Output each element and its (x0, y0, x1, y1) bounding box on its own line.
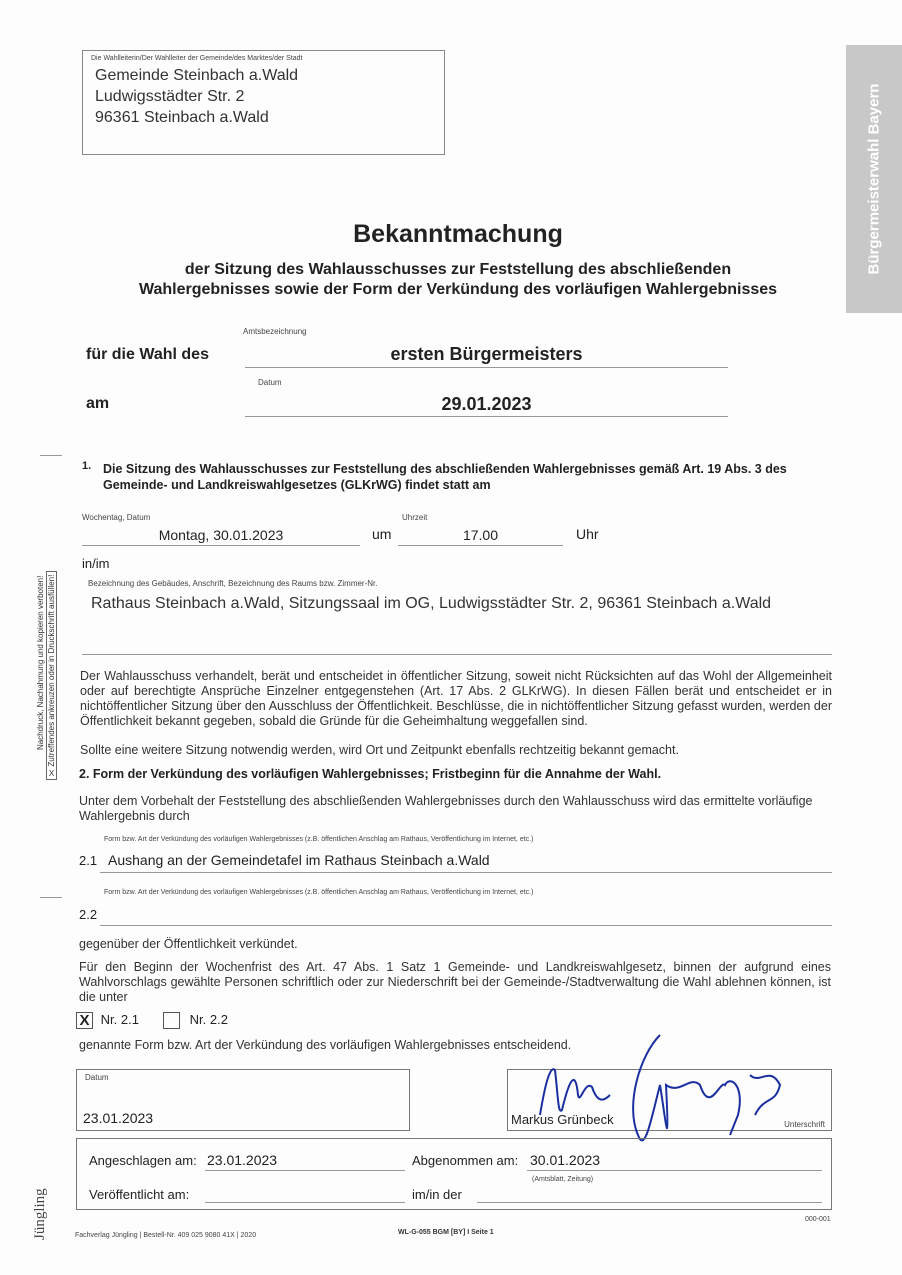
deadline-text: Für den Beginn der Wochenfrist des Art. 47 Abs. 1 Satz 1 Gemeinde- und Landkreiswahlgesetz, binnen der aufgrund eines Wahlvorschlags gewählte Personen schriftlich oder zur Niederschrift bei der Gemeinde-/Stadtverwaltung die Wahl ablehnen können, ist die unter (79, 960, 831, 1004)
form-label-22: Form bzw. Art der Verkündung des vorläufigen Wahlergebnisses (z.B. öffentlichen Anschlag am Rathaus, Veröffentlichung im Internet, etc.) (104, 889, 534, 896)
section1-heading: Die Sitzung des Wahlausschusses zur Feststellung des abschließenden Wahlergebnisses gemäß Art. 19 Abs. 3 des Gemeinde- und Landkreiswahlgesetzes (GLKrWG) findet statt am (103, 462, 787, 492)
announced-text: gegenüber der Öffentlichkeit verkündet. (79, 937, 298, 951)
date-field-label: Datum (258, 378, 282, 387)
election-date: 29.01.2023 (441, 394, 532, 414)
item-number-21: 2.1 (79, 853, 98, 868)
um-label: um (372, 526, 392, 542)
form-value-21: Aushang an der Gemeindetafel im Rathaus Steinbach a.Wald (108, 852, 490, 868)
removed-label: Abgenommen am: (412, 1153, 519, 1168)
section1-number: 1. (82, 460, 92, 472)
footer-publisher: Fachverlag Jüngling | Bestell-Nr. 409 025 9080 41X | 2020 (75, 1232, 257, 1239)
paragraph-further-session: Sollte eine weitere Sitzung notwendig werden, wird Ort und Zeitpunkt ebenfalls rechtzeitig bekannt gemacht. (80, 743, 679, 757)
sender-line: Gemeinde Steinbach a.Wald (95, 67, 299, 84)
section2-intro: Unter dem Vorbehalt der Feststellung des abschließenden Wahlergebnisses durch den Wahlausschuss wird das ermittelte vorläufige Wahlergebnis durch (79, 794, 813, 823)
office-value: ersten Bürgermeisters (390, 344, 583, 364)
time-label: Uhrzeit (402, 513, 428, 522)
weekday-value: Montag, 30.01.2023 (158, 527, 284, 543)
sender-box (82, 50, 445, 155)
weekday-label: Wochentag, Datum (82, 513, 151, 522)
option-22[interactable] (163, 1012, 228, 1029)
fold-mark (40, 897, 62, 898)
publisher-logo: Jüngling (32, 1188, 48, 1240)
paper-label: im/in der (412, 1187, 462, 1202)
item-number-22: 2.2 (79, 907, 98, 922)
checkbox-21[interactable]: X (76, 1012, 93, 1029)
sender-line: 96361 Steinbach a.Wald (95, 109, 269, 126)
subtitle-line: Wahlergebnisses sowie der Form der Verkündung des vorläufigen Wahlergebnisses (138, 281, 778, 298)
sign-date: 23.01.2023 (83, 1110, 154, 1126)
footer-code: 000-001 (805, 1216, 831, 1223)
fold-mark (40, 455, 62, 456)
margin-note-fill (46, 571, 57, 780)
sign-date-label: Datum (85, 1073, 109, 1082)
checkbox-22[interactable] (163, 1012, 180, 1029)
sender-line: Ludwigsstädter Str. 2 (95, 88, 245, 105)
election-label: für die Wahl des (86, 346, 209, 363)
signer-name: Markus Grünbeck (511, 1112, 614, 1127)
footer-form-number: WL-G-055 BGM [BY] I Seite 1 (398, 1229, 494, 1236)
posting-box (76, 1138, 832, 1210)
place-label: Bezeichnung des Gebäudes, Anschrift, Bezeichnung des Raums bzw. Zimmer-Nr. (88, 579, 378, 588)
subtitle-line: der Sitzung des Wahlausschusses zur Feststellung des abschließenden (184, 261, 732, 278)
uhr-label: Uhr (576, 526, 599, 542)
subtitle (0, 260, 902, 300)
date-box (76, 1069, 410, 1131)
section2-heading: 2. Form der Verkündung des vorläufigen Wahlergebnisses; Fristbeginn für die Annahme der Wahl. (79, 767, 662, 781)
option-21-label: Nr. 2.1 (100, 1012, 139, 1027)
form-label-21: Form bzw. Art der Verkündung des vorläufigen Wahlergebnisses (z.B. öffentlichen Anschlag am Rathaus, Veröffentlichung im Internet, etc.) (104, 836, 534, 843)
posted-label: Angeschlagen am: (89, 1153, 197, 1168)
margin-note-fill-text: Zutreffendes ankreuzen oder in Druckschrift ausfüllen! (47, 574, 56, 767)
page-title: Bekanntmachung (353, 220, 563, 248)
inim-label: in/im (82, 556, 110, 571)
paragraph-public-session: Der Wahlausschuss verhandelt, berät und entscheidet in öffentlicher Sitzung, soweit nicht Rücksichten auf das Wohl der Allgemeinheit oder auf berechtigte Ansprüche Einzelner entgegenstehen (Art. 17 Abs. 2 GLKrWG). In diesen Fällen berät und entscheidet er in nichtöffentlicher Sitzung über den Ausschluss der Öffentlichkeit. Beschlüsse, die in nichtöffentlicher Sitzung gefasst wurden, werden der Öffentlichkeit bekannt gegeben, sobald die Gründe für die Geheimhaltung weggefallen sind. (80, 669, 832, 728)
option-22-label: Nr. 2.2 (189, 1012, 228, 1027)
removed-date: 30.01.2023 (530, 1152, 601, 1168)
margin-x-mark: X (48, 768, 55, 778)
paper-hint: (Amtsblatt, Zeitung) (532, 1176, 594, 1183)
time-value: 17.00 (462, 527, 499, 543)
date-row-label: am (86, 395, 110, 412)
office-field-label: Amtsbezeichnung (243, 327, 307, 336)
posted-date: 23.01.2023 (207, 1152, 278, 1168)
place-value: Rathaus Steinbach a.Wald, Sitzungssaal im OG, Ludwigsstädter Str. 2, 96361 Steinbach a.Wald (91, 595, 772, 612)
side-tab-label: Bürgermeisterwahl Bayern (865, 83, 883, 275)
published-label: Veröffentlicht am: (89, 1187, 190, 1202)
sender-label: Die Wahlleiterin/Der Wahlleiter der Gemeinde/des Marktes/der Stadt (91, 55, 303, 62)
signature-label: Unterschrift (784, 1120, 825, 1129)
closing-text: genannte Form bzw. Art der Verkündung des vorläufigen Wahlergebnisses entscheidend. (79, 1038, 572, 1052)
margin-note-copy: Nachdruck, Nachahmung und kopieren verboten! (36, 575, 45, 750)
option-21[interactable] (76, 1012, 139, 1029)
